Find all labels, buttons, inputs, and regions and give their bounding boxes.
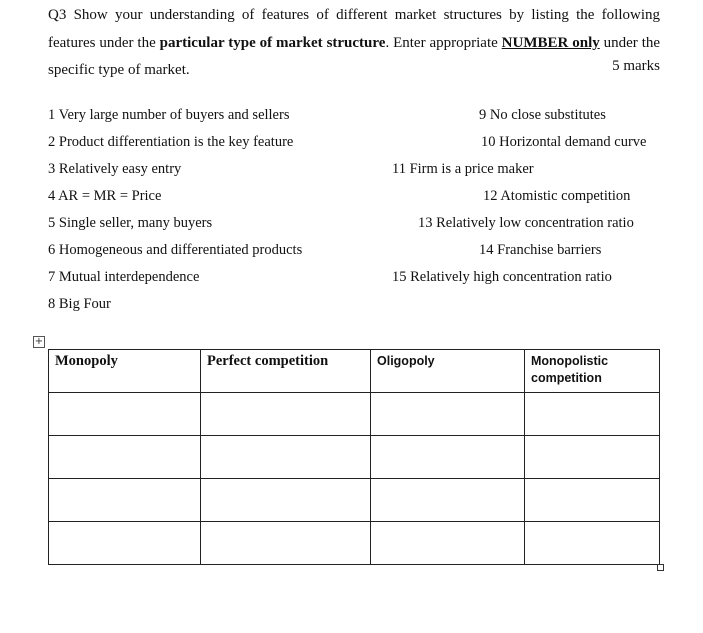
table-cell[interactable] bbox=[201, 522, 371, 565]
marks-row bbox=[48, 58, 660, 75]
feature-8: 8 Big Four bbox=[48, 296, 111, 312]
question-mid: . Enter appropriate bbox=[385, 34, 502, 51]
table-cell[interactable] bbox=[525, 522, 660, 565]
feature-9: 9 No close substitutes bbox=[479, 107, 606, 123]
feature-15: 15 Relatively high concentration ratio bbox=[392, 269, 612, 285]
feature-14: 14 Franchise barriers bbox=[479, 242, 602, 258]
feature-13: 13 Relatively low concentration ratio bbox=[418, 215, 634, 231]
table-cell[interactable] bbox=[371, 479, 525, 522]
feature-12: 12 Atomistic competition bbox=[483, 188, 631, 204]
table-cell[interactable] bbox=[371, 393, 525, 436]
feature-7: 7 Mutual interdependence bbox=[48, 269, 200, 285]
table-row bbox=[49, 393, 660, 436]
header-monopoly[interactable]: Monopoly bbox=[49, 350, 201, 393]
table-cell[interactable] bbox=[201, 393, 371, 436]
table-row bbox=[49, 436, 660, 479]
resize-handle-icon[interactable] bbox=[657, 564, 664, 571]
feature-1: 1 Very large number of buyers and sellers bbox=[48, 107, 290, 123]
table-cell[interactable] bbox=[49, 393, 201, 436]
feature-10: 10 Horizontal demand curve bbox=[481, 134, 647, 150]
table-cell[interactable] bbox=[525, 479, 660, 522]
table-cell[interactable] bbox=[525, 436, 660, 479]
table-row bbox=[49, 479, 660, 522]
question-underlined: NUMBER only bbox=[501, 34, 600, 51]
question-end: under the specific type of market. bbox=[48, 34, 661, 78]
feature-2: 2 Product differentiation is the key feature bbox=[48, 134, 294, 150]
marks-label: 5 marks bbox=[612, 58, 660, 74]
table-cell[interactable] bbox=[201, 479, 371, 522]
move-handle-icon[interactable]: + bbox=[34, 336, 44, 347]
feature-11: 11 Firm is a price maker bbox=[392, 161, 534, 177]
table-cell[interactable] bbox=[49, 479, 201, 522]
market-structure-table bbox=[48, 349, 660, 565]
header-perfect-competition[interactable]: Perfect competition bbox=[201, 350, 371, 393]
table-row bbox=[49, 522, 660, 565]
feature-4: 4 AR = MR = Price bbox=[48, 188, 162, 204]
feature-6: 6 Homogeneous and differentiated products bbox=[48, 242, 303, 258]
table-cell[interactable] bbox=[371, 522, 525, 565]
table-cell[interactable] bbox=[49, 436, 201, 479]
table-cell[interactable] bbox=[525, 393, 660, 436]
header-monopolistic-competition[interactable]: Monopolistic competition bbox=[525, 350, 660, 393]
feature-3: 3 Relatively easy entry bbox=[48, 161, 182, 177]
question-intro: Q3 Show your understanding of features of different market structures by listing the following features under the bbox=[48, 7, 660, 51]
table-cell[interactable] bbox=[201, 436, 371, 479]
table-cell[interactable] bbox=[371, 436, 525, 479]
question-bold-phrase: particular type of market structure bbox=[159, 34, 386, 51]
feature-5: 5 Single seller, many buyers bbox=[48, 215, 213, 231]
table-header-row bbox=[49, 350, 660, 393]
table-cell[interactable] bbox=[49, 522, 201, 565]
header-oligopoly[interactable]: Oligopoly bbox=[371, 350, 525, 393]
